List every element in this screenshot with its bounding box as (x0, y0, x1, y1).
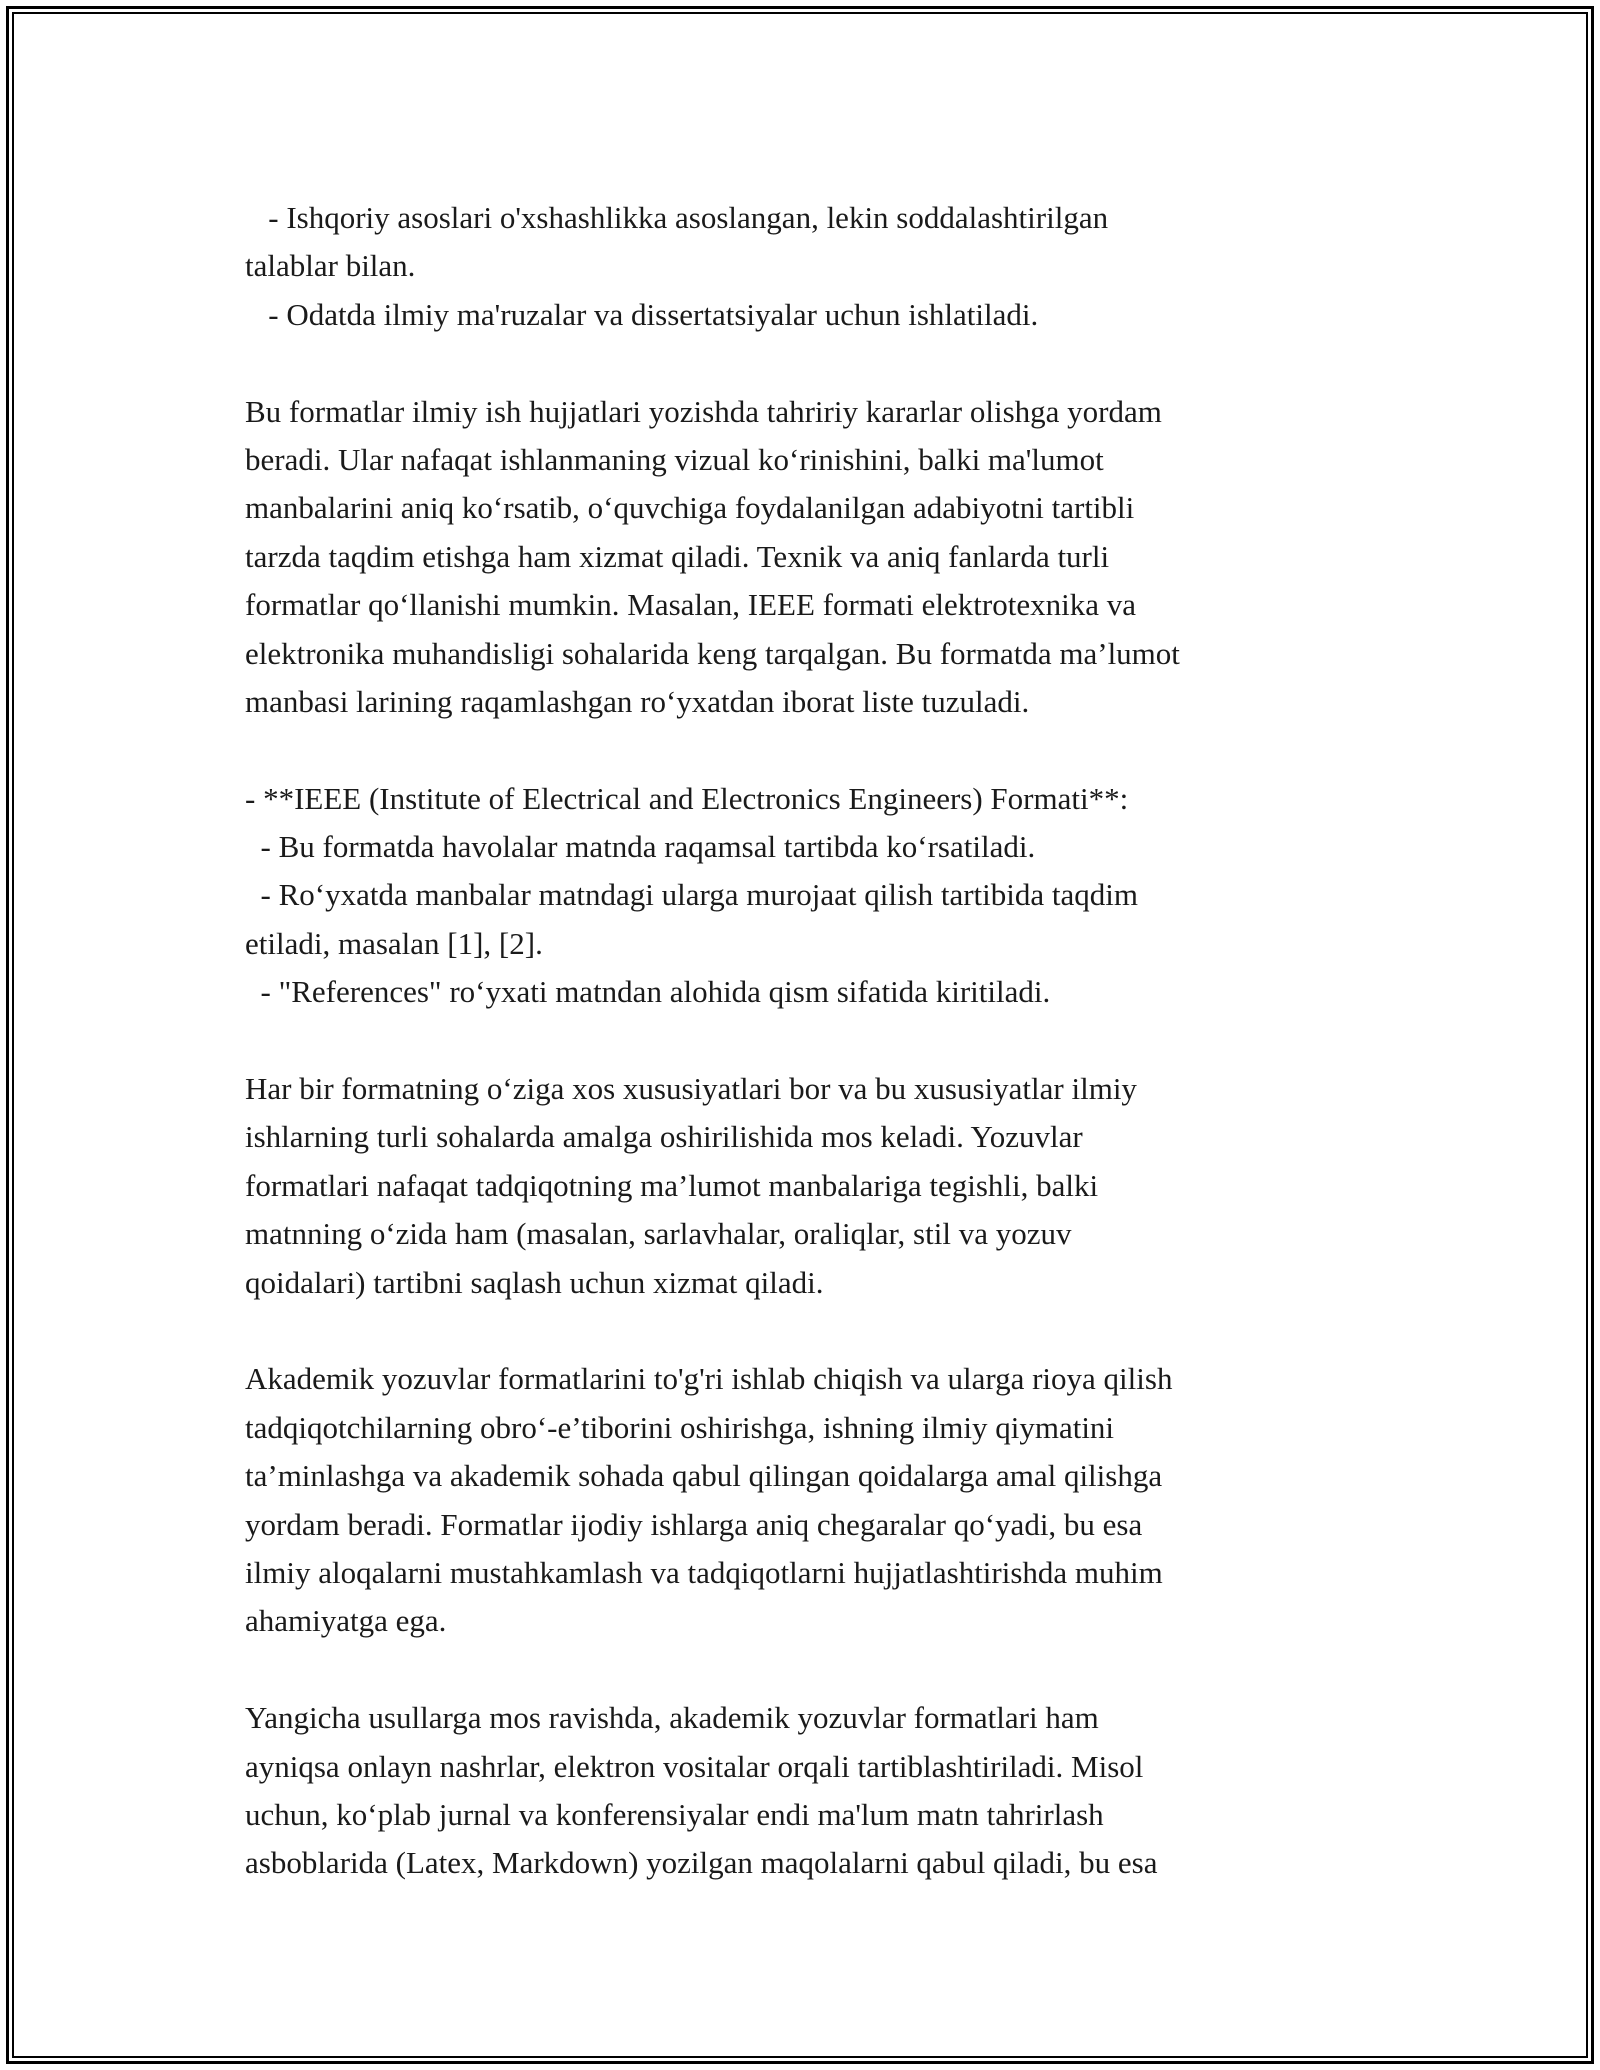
text-line: beradi. Ular nafaqat ishlanmaning vizual ko‘rinishini, balki ma'lumot (245, 441, 1104, 477)
paragraph-format-features (245, 1065, 1395, 1307)
text-line: - Bu formatda havolalar matnda raqamsal tartibda ko‘rsatiladi. (245, 829, 1036, 865)
text-line: qoidalari) tartibni saqlash uchun xizmat qiladi. (245, 1264, 824, 1300)
text-line: manbasi larining raqamlashgan ro‘yxatdan iborat liste tuzuladi. (245, 683, 1030, 719)
text-line: uchun, ko‘plab jurnal va konferensiyalar endi ma'lum matn tahrirlash (245, 1796, 1104, 1832)
text-line: ayniqsa onlayn nashrlar, elektron vositalar orqali tartiblashtiriladi. Misol (245, 1748, 1144, 1784)
list-ieee-format (245, 775, 1395, 1017)
document-body (245, 194, 1395, 1888)
text-line: Akademik yozuvlar formatlarini to'g'ri ishlab chiqish va ularga rioya qilish (245, 1361, 1173, 1397)
paragraph-academic-importance (245, 1355, 1395, 1645)
text-line: ta’minlashga va akademik sohada qabul qilingan qoidalarga amal qilishga (245, 1458, 1163, 1494)
text-line: - "References" ro‘yxati matndan alohida qism sifatida kiritiladi. (245, 974, 1051, 1010)
list-continuation (245, 194, 1395, 339)
page-border (6, 6, 1594, 2064)
paragraph-modern-methods (245, 1694, 1395, 1888)
paragraph-gap (245, 1017, 1395, 1065)
paragraph-gap (245, 726, 1395, 774)
text-line: ahamiyatga ega. (245, 1603, 447, 1639)
text-line: Bu formatlar ilmiy ish hujjatlari yozishda tahririy kararlar olishga yordam (245, 393, 1162, 429)
text-line: ishlarning turli sohalarda amalga oshirilishida mos keladi. Yozuvlar (245, 1119, 1083, 1155)
text-line: Yangicha usullarga mos ravishda, akademik yozuvlar formatlari ham (245, 1700, 1099, 1736)
text-line: tarzda taqdim etishga ham xizmat qiladi. Texnik va aniq fanlarda turli (245, 538, 1110, 574)
text-line: ilmiy aloqalarni mustahkamlash va tadqiqotlarni hujjatlashtirishda muhim (245, 1554, 1163, 1590)
paragraph-gap (245, 1646, 1395, 1694)
text-line: - Ishqoriy asoslari o'xshashlikka asoslangan, lekin soddalashtirilgan (245, 200, 1109, 235)
text-line: matnning o‘zida ham (masalan, sarlavhalar, oraliqlar, stil va yozuv (245, 1216, 1072, 1252)
text-line: etiladi, masalan [1], [2]. (245, 925, 543, 961)
text-line: formatlar qo‘llanishi mumkin. Masalan, IEEE formati elektrotexnika va (245, 587, 1136, 623)
text-line: asboblarida (Latex, Markdown) yozilgan maqolalarni qabul qiladi, bu esa (245, 1845, 1158, 1881)
text-line: Har bir formatning o‘ziga xos xususiyatlari bor va bu xususiyatlar ilmiy (245, 1071, 1137, 1107)
text-line: elektronika muhandisligi sohalarida keng tarqalgan. Bu formatda ma’lumot (245, 635, 1180, 671)
text-line: - Ro‘yxatda manbalar matndagi ularga murojaat qilish tartibida taqdim (245, 877, 1139, 913)
text-line: yordam beradi. Formatlar ijodiy ishlarga aniq chegaralar qo‘yadi, bu esa (245, 1506, 1143, 1542)
paragraph-gap (245, 339, 1395, 387)
text-line: - **IEEE (Institute of Electrical and Electronics Engineers) Formati**: (245, 780, 1129, 816)
text-line: tadqiqotchilarning obro‘-e’tiborini oshirishga, ishning ilmiy qiymatini (245, 1409, 1115, 1445)
text-line: formatlari nafaqat tadqiqotning ma’lumot manbalariga tegishli, balki (245, 1167, 1099, 1203)
text-line: manbalarini aniq ko‘rsatib, o‘quvchiga foydalanilgan adabiyotni tartibli (245, 490, 1135, 526)
paragraph-gap (245, 1307, 1395, 1355)
text-line: - Odatda ilmiy ma'ruzalar va dissertatsiyalar uchun ishlatiladi. (245, 296, 1039, 332)
text-line: talablar bilan. (245, 248, 416, 284)
paragraph-formats-purpose (245, 388, 1395, 727)
